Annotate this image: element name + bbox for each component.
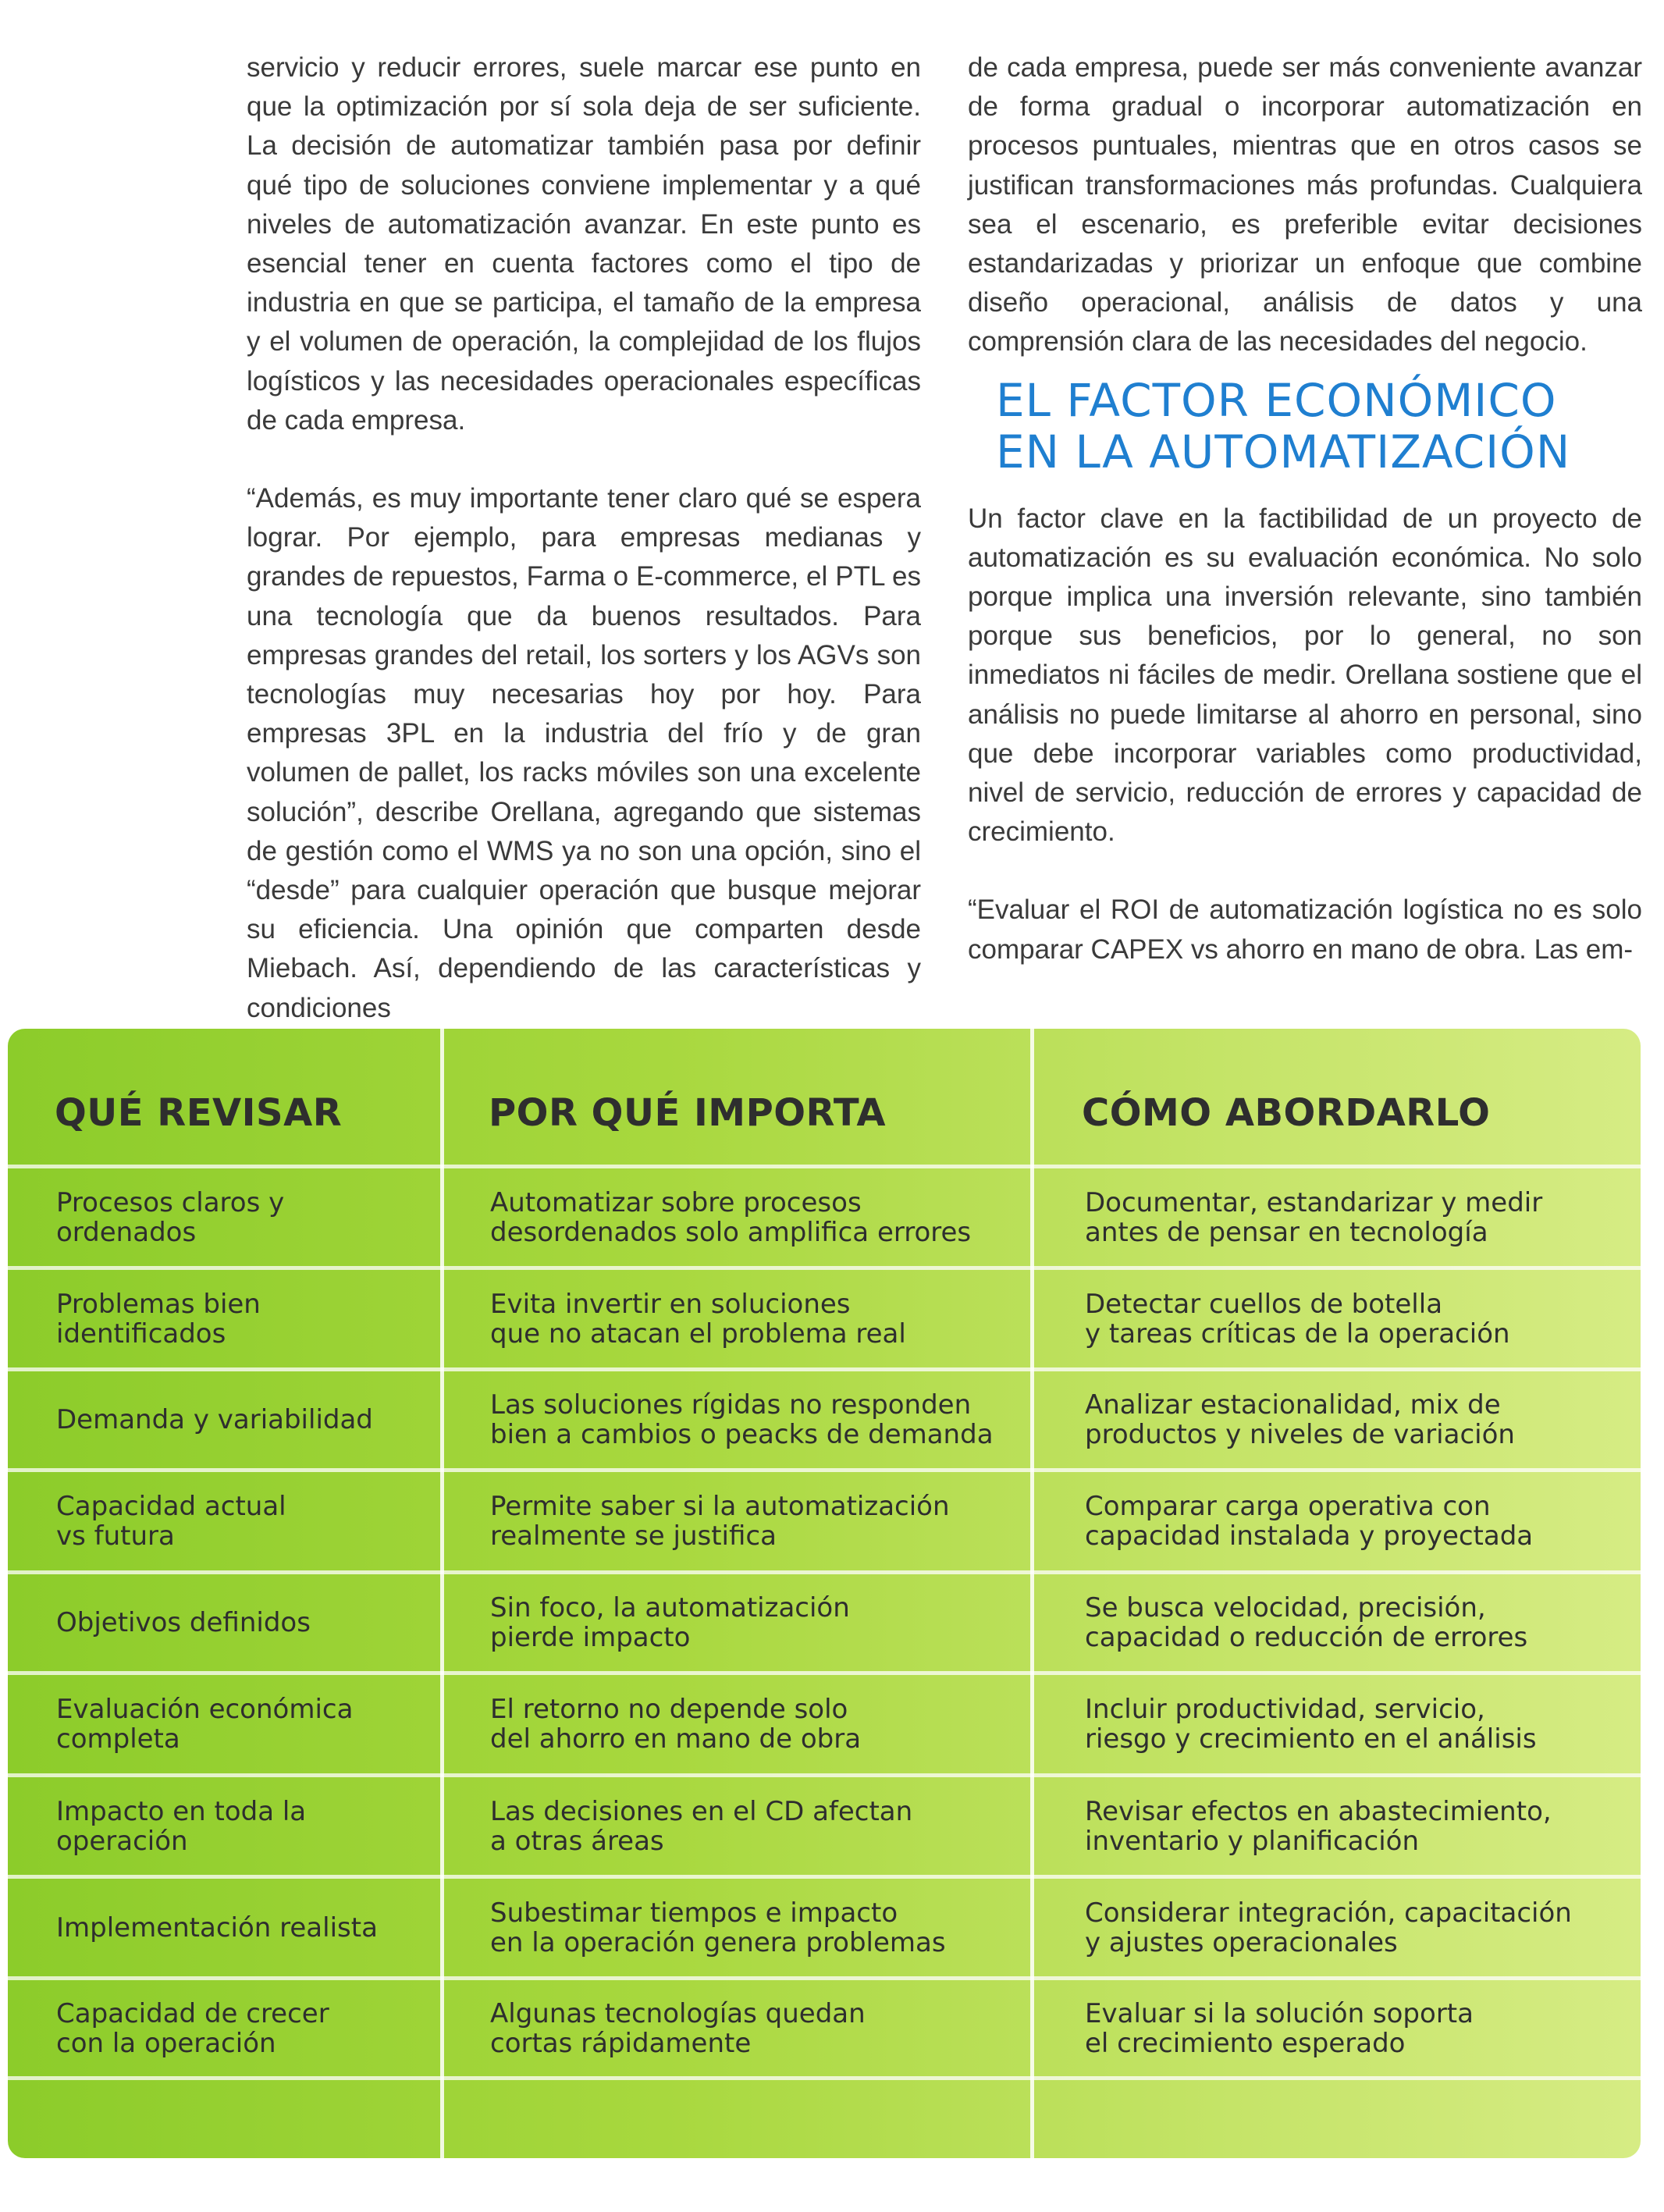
table-cell: Implementación realista: [56, 1911, 378, 1944]
table-cell: Considerar integración, capacitación y ajustes operacionales: [1085, 1897, 1572, 1958]
row-divider: [8, 1875, 1641, 1879]
row-divider: [8, 1570, 1641, 1574]
left-column: [247, 48, 921, 1028]
table-cell: Las decisiones en el CD afectan a otras áreas: [490, 1795, 913, 1857]
section-heading-line-1: EL FACTOR ECONÓMICO: [996, 373, 1557, 427]
table-header-que-revisar: QUÉ REVISAR: [55, 1091, 343, 1135]
row-divider: [8, 1773, 1641, 1777]
table-cell: Problemas bien identificados: [56, 1288, 261, 1350]
table-cell: Permite saber si la automatización realmente se justifica: [490, 1491, 950, 1552]
table-cell: Evita invertir en soluciones que no atacan el problema real: [490, 1288, 906, 1350]
table-cell: Automatizar sobre procesos desordenados solo amplifica errores: [490, 1186, 972, 1248]
column-divider: [1030, 1029, 1034, 2158]
table-cell: Capacidad de crecer con la operación: [56, 1997, 329, 2059]
right-paragraph-3: “Evaluar el ROI de automatización logística no es solo comparar CAPEX vs ahorro en mano de obra. Las em-: [968, 894, 1642, 965]
table-header-como-abordarlo: CÓMO ABORDARLO: [1082, 1091, 1491, 1135]
table-cell: Objetivos definidos: [56, 1607, 311, 1638]
table-cell: Se busca velocidad, precisión, capacidad o reducción de errores: [1085, 1592, 1528, 1653]
table-cell: Analizar estacionalidad, mix de productos y niveles de variación: [1085, 1389, 1515, 1450]
table-cell: Revisar efectos en abastecimiento, inventario y planificación: [1085, 1795, 1552, 1857]
table-cell: El retorno no depende solo del ahorro en mano de obra: [490, 1694, 862, 1755]
left-paragraph-2: “Además, es muy importante tener claro qué se espera lograr. Por ejemplo, para empresas medianas y grandes de repuestos, Farma o E-commerce, el PTL es una tecnología que da buenos resultados. Para empresas grandes del retail, los sorters y los AGVs son tecnologías muy necesarias hoy por hoy. Para empresas 3PL en la industria del frío y de gran volumen de pallet, los racks móviles son una excelente solución”, describe Orellana, agregando que sistemas de gestión como el WMS ya no son una opción, sino el “desde” para cualquier operación que busque mejorar su eficiencia. Una opinión que comparten desde Miebach. Así, dependiendo de las características y condiciones: [247, 483, 921, 1023]
right-column: [968, 48, 1642, 969]
right-paragraph-1: de cada empresa, puede ser más conveniente avanzar de forma gradual o incorporar automatización en procesos puntuales, mientras que en otros casos se justifican transformaciones más profundas. Cualquiera sea el escenario, es preferible evitar decisiones estandarizadas y priorizar un enfoque que combine diseño operacional, análisis de datos y una comprensión clara de las necesidades del negocio.: [968, 52, 1642, 357]
right-paragraph-2: Un factor clave en la factibilidad de un proyecto de automatización es su evaluación económica. No solo porque implica una inversión relevante, sino también porque sus beneficios, por lo general, no son inmediatos ni fáciles de medir. Orellana sostiene que el análisis no puede limitarse al ahorro en personal, sino que debe incorporar variables como productividad, nivel de servicio, reducción de errores y capacidad de crecimiento.: [968, 503, 1642, 848]
table-cell: Documentar, estandarizar y medir antes de pensar en tecnología: [1085, 1186, 1543, 1248]
row-divider: [8, 2076, 1641, 2080]
table-cell: Comparar carga operativa con capacidad instalada y proyectada: [1085, 1491, 1534, 1552]
row-divider: [8, 1367, 1641, 1371]
table-cell: Subestimar tiempos e impacto en la operación genera problemas: [490, 1897, 946, 1958]
section-heading: [996, 375, 1642, 478]
section-heading-line-2: EN LA AUTOMATIZACIÓN: [996, 425, 1571, 478]
row-divider: [8, 1165, 1641, 1168]
table-cell: Sin foco, la automatización pierde impacto: [490, 1592, 850, 1653]
table-cell: Las soluciones rígidas no responden bien a cambios o peacks de demanda: [490, 1389, 994, 1450]
table-cell: Capacidad actual vs futura: [56, 1491, 286, 1552]
row-divider: [8, 1976, 1641, 1980]
table-cell: Detectar cuellos de botella y tareas críticas de la operación: [1085, 1288, 1510, 1350]
left-paragraph-1: servicio y reducir errores, suele marcar ese punto en que la optimización por sí sola deja de ser suficiente. La decisión de automatizar también pasa por definir qué tipo de soluciones conviene implementar y a qué niveles de automatización avanzar. En este punto es esencial tener en cuenta factores como el tipo de industria en que se participa, el tamaño de la empresa y el volumen de operación, la complejidad de los flujos logísticos y las necesidades operacionales específicas de cada empresa.: [247, 52, 921, 436]
table-cell: Algunas tecnologías quedan cortas rápidamente: [490, 1997, 866, 2059]
table-cell: Evaluar si la solución soporta el crecimiento esperado: [1085, 1997, 1474, 2059]
table-cell: Evaluación económica completa: [56, 1694, 354, 1755]
table-cell: Impacto en toda la operación: [56, 1795, 307, 1857]
row-divider: [8, 1468, 1641, 1472]
column-divider: [440, 1029, 444, 2158]
table-cell: Incluir productividad, servicio, riesgo y crecimiento en el análisis: [1085, 1694, 1537, 1755]
table-cell: Demanda y variabilidad: [56, 1404, 373, 1435]
checklist-table: [8, 1029, 1641, 2158]
row-divider: [8, 1266, 1641, 1270]
row-divider: [8, 1671, 1641, 1675]
table-cell: Procesos claros y ordenados: [56, 1186, 285, 1248]
table-header-por-que-importa: POR QUÉ IMPORTA: [489, 1091, 887, 1135]
